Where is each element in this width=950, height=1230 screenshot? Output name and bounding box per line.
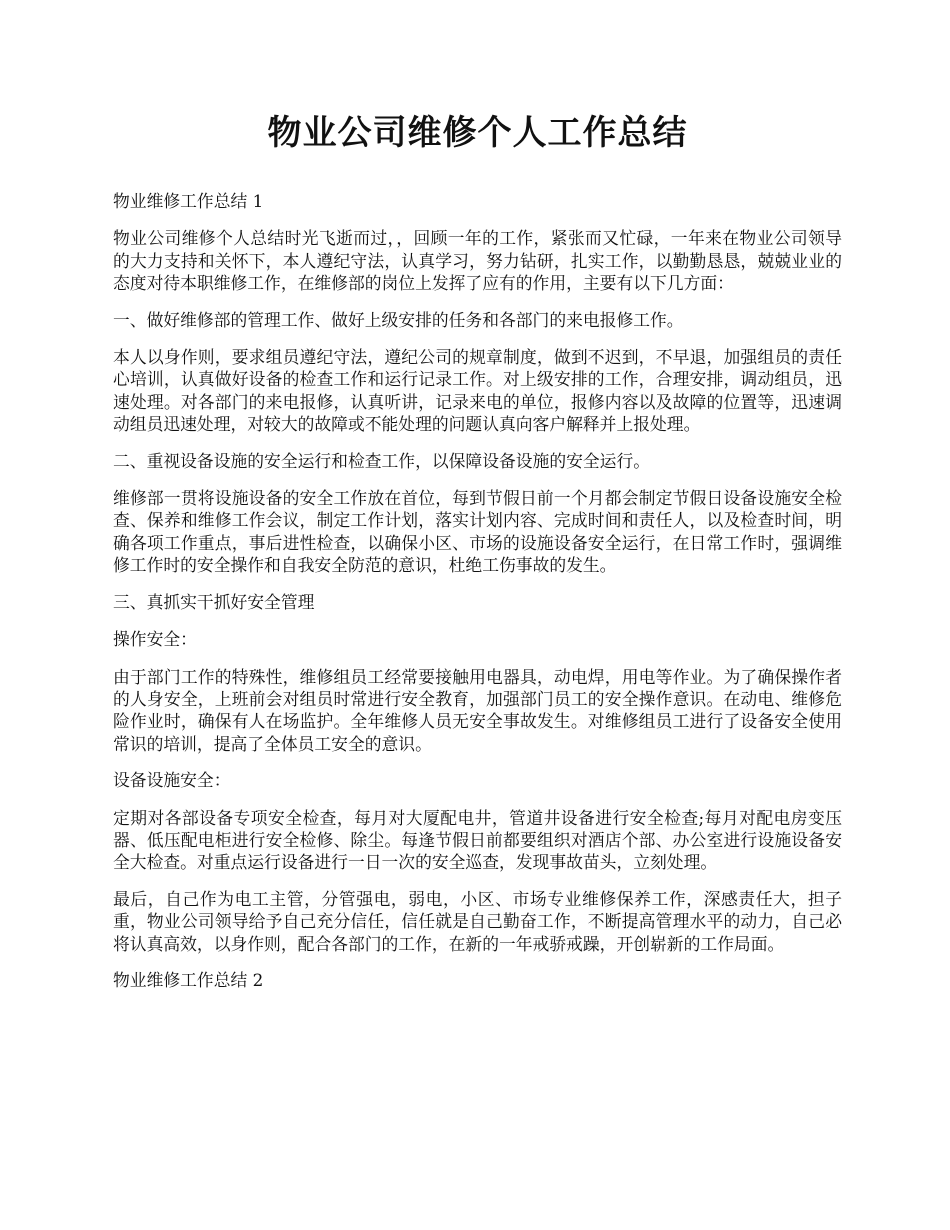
document-title: 物业公司维修个人工作总结 [267,113,688,153]
intro-paragraph: 物业公司维修个人总结时光飞逝而过，，回顾一年的工作，紧张而又忙碌，一年来在物业公司领导的大力支持和关怀下，本人遵纪守法，认真学习，努力钻研，扎实工作，以勤勤恳恳，兢兢业业的态度对待本职维修工作，在维修部的岗位上发挥了应有的作用，主要有以下几方面： [113,228,842,294]
point-heading-3: 三、真抓实干抓好安全管理 [113,591,315,612]
point-body-1: 本人以身作则，要求组员遵纪守法，遵纪公司的规章制度，做到不迟到，不早退，加强组员的责任心培训，认真做好设备的检查工作和运行记录工作。对上级安排的工作，合理安排，调动组员，迅速处理。对各部门的来电报修，认真听讲，记录来电的单位，报修内容以及故障的位置等，迅速调动组员迅速处理，对较大的故障或不能处理的问题认真向客户解释并上报处理。 [113,347,842,435]
equipment-safety-body: 定期对各部设备专项安全检查，每月对大厦配电井，管道井设备进行安全检查;每月对配电房变压器、低压配电柜进行安全检修、除尘。每逢节假日前都要组织对酒店个部、办公室进行设施设备安全大检查。对重点运行设备进行一日一次的安全巡查，发现事故苗头，立刻处理。 [113,807,842,873]
point-body-2: 维修部一贯将设施设备的安全工作放在首位，每到节假日前一个月都会制定节假日设备设施安全检查、保养和维修工作会议，制定工作计划，落实计划内容、完成时间和责任人，以及检查时间，明确各项工作重点，事后进性检查，以确保小区、市场的设施设备安全运行，在日常工作时，强调维修工作时的安全操作和自我安全防范的意识，杜绝工伤事故的发生。 [113,488,842,576]
closing-paragraph: 最后，自己作为电工主管，分管强电，弱电，小区、市场专业维修保养工作，深感责任大，担子重，物业公司领导给予自己充分信任，信任就是自己勤奋工作，不断提高管理水平的动力，自己必将认真高效，以身作则，配合各部门的工作，在新的一年戒骄戒躁，开创崭新的工作局面。 [113,888,842,954]
section-heading-2: 物业维修工作总结 2 [113,969,264,990]
point-heading-1: 一、做好维修部的管理工作、做好上级安排的任务和各部门的来电报修工作。 [113,309,684,330]
section-heading-1: 物业维修工作总结 1 [113,191,264,211]
subheading-operation-safety: 操作安全： [113,629,197,650]
point-heading-2: 二、重视设备设施的安全运行和检查工作，以保障设备设施的安全运行。 [113,450,651,471]
subheading-equipment-safety: 设备设施安全： [113,770,231,791]
operation-safety-body: 由于部门工作的特殊性，维修组员工经常要接触用电器具，动电焊，用电等作业。为了确保操作者的人身安全，上班前会对组员时常进行安全教育，加强部门员工的安全操作意识。在动电、维修危险作业时，确保有人在场监护。全年维修人员无安全事故发生。对维修组员工进行了设备安全使用常识的培训，提高了全体员工安全的意识。 [113,666,842,754]
